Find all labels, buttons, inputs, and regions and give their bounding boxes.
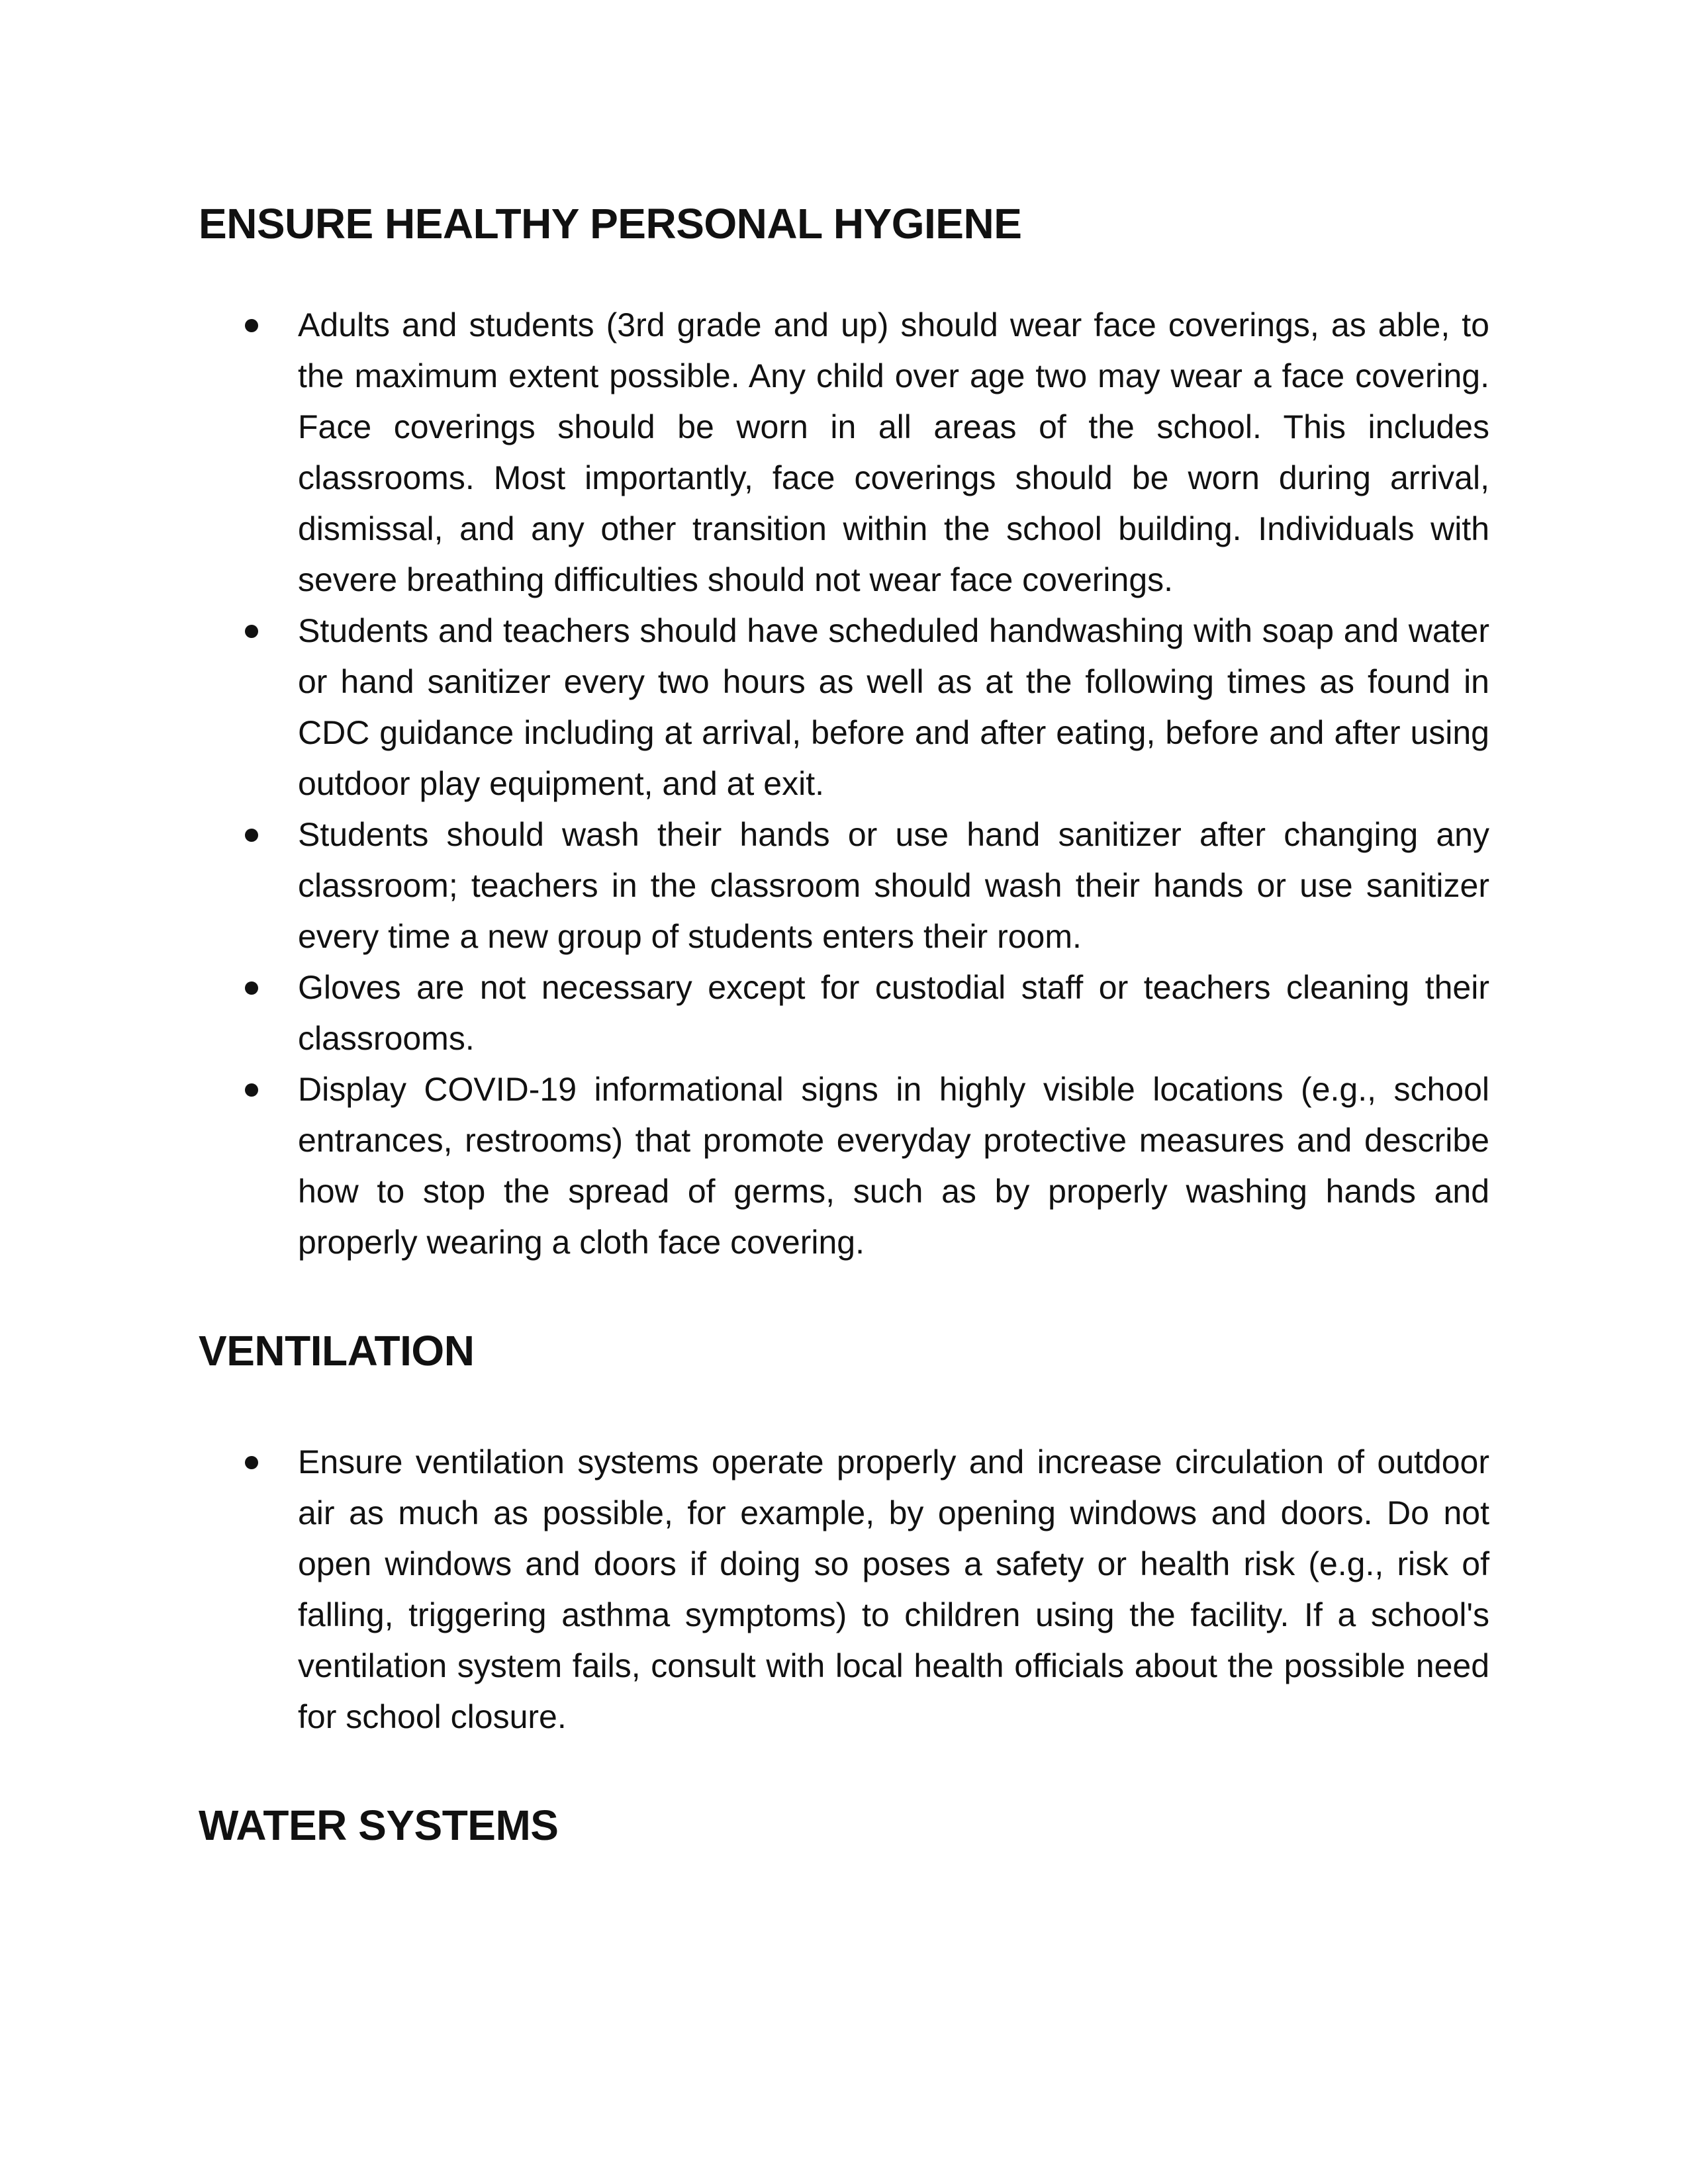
bullet-icon [245, 319, 258, 332]
list-item [199, 809, 1489, 962]
section-heading-personal-hygiene: ENSURE HEALTHY PERSONAL HYGIENE [199, 200, 1022, 248]
list-item-text: Adults and students (3rd grade and up) should wear face coverings, as able, to the maximum extent possible. Any child over age two may wear a face covering. Face coverings should be worn in all areas of the school. This includes classrooms. Most importantly, face coverings should be worn during arrival, dismissal, and any other transition within the school building. Individuals with severe breathing difficulties should not wear face coverings. [298, 306, 1489, 598]
ventilation-list [199, 1437, 1489, 1743]
list-item [199, 1064, 1489, 1268]
list-item-text: Students and teachers should have scheduled handwashing with soap and water or hand sanitizer every two hours as well as at the following times as found in CDC guidance including at arrival, before and after eating, before and after using outdoor play equipment, and at exit. [298, 612, 1489, 802]
list-item [199, 606, 1489, 809]
bullet-icon [245, 829, 258, 842]
bullet-icon [245, 1083, 258, 1097]
list-item-text: Display COVID-19 informational signs in highly visible locations (e.g., school entrances, restrooms) that promote everyday protective measures and describe how to stop the spread of germs, such as by properly washing hands and properly wearing a cloth face covering. [298, 1071, 1489, 1261]
bullet-icon [245, 981, 258, 995]
section-heading-water-systems: WATER SYSTEMS [199, 1801, 559, 1849]
list-item [199, 1437, 1489, 1743]
list-item [199, 300, 1489, 606]
personal-hygiene-list [199, 300, 1489, 1268]
document-page [199, 192, 1489, 1852]
section-heading-ventilation: VENTILATION [199, 1327, 475, 1375]
list-item-text: Gloves are not necessary except for custodial staff or teachers cleaning their classrooms. [298, 969, 1489, 1057]
list-item [199, 962, 1489, 1064]
bullet-icon [245, 625, 258, 638]
bullet-icon [245, 1456, 258, 1469]
list-item-text: Ensure ventilation systems operate properly and increase circulation of outdoor air as much as possible, for example, by opening windows and doors. Do not open windows and doors if doing so poses a safety or health risk (e.g., risk of falling, triggering asthma symptoms) to children using the facility. If a school's ventilation system fails, consult with local health officials about the possible need for school closure. [298, 1443, 1489, 1735]
list-item-text: Students should wash their hands or use hand sanitizer after changing any classroom; teachers in the classroom should wash their hands or use sanitizer every time a new group of students enters their room. [298, 816, 1489, 955]
